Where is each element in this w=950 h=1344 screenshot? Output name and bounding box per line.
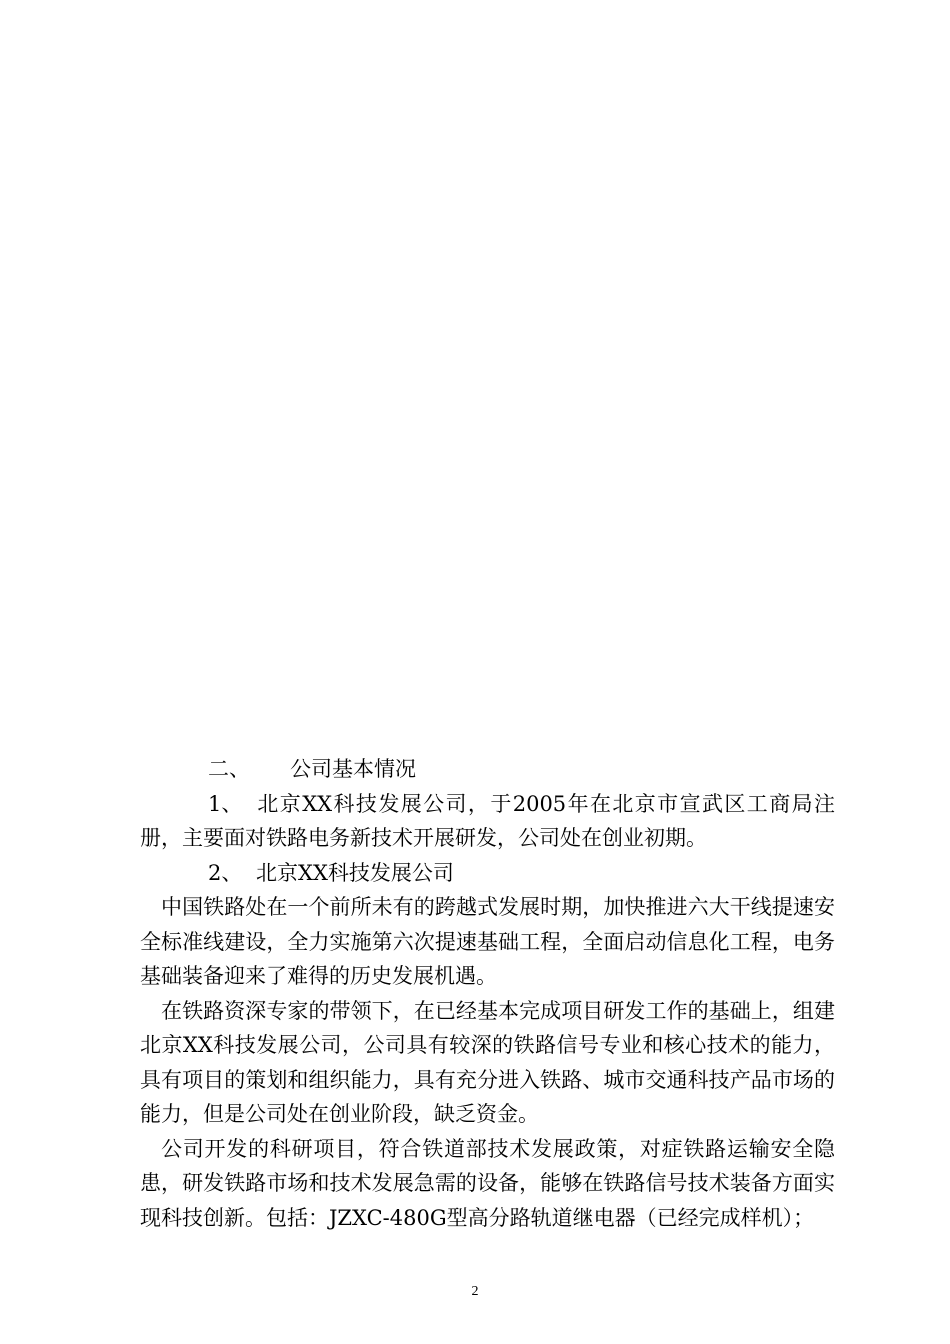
- paragraph-research-projects: 公司开发的科研项目，符合铁道部技术发展政策，对症铁路运输安全隐患，研发铁路市场和技术发展急需的设备，能够在铁路信号技术装备方面实现科技创新。包括：JZXC-480G型高分路轨道继电器（已经完成样机）；: [140, 1136, 835, 1230]
- page-body: [140, 752, 835, 1235]
- list-item-1-number: 1、: [208, 791, 243, 816]
- list-item-2: [140, 856, 835, 891]
- paragraph-company-founding: 在铁路资深专家的带领下，在已经基本完成项目研发工作的基础上，组建北京XX科技发展公司，公司具有较深的铁路信号专业和核心技术的能力，具有项目的策划和组织能力，具有充分进入铁路、城市交通科技产品市场的能力，但是公司处在创业阶段，缺乏资金。: [140, 998, 835, 1126]
- paragraph-railway-development: 中国铁路处在一个前所未有的跨越式发展时期，加快推进六大干线提速安全标准线建设，全力实施第六次提速基础工程，全面启动信息化工程，电务基础装备迎来了难得的历史发展机遇。: [140, 895, 835, 988]
- list-item-1-text: 北京XX科技发展公司，于2005年在北京市宣武区工商局注册，主要面对铁路电务新技术开展研发，公司处在创业初期。: [140, 791, 835, 850]
- section-heading: [140, 752, 835, 787]
- section-heading-title: 公司基本情况: [290, 757, 416, 781]
- list-item-1: [140, 787, 835, 856]
- page-number: 2: [471, 1284, 479, 1299]
- section-heading-number: 二、: [208, 757, 250, 781]
- list-item-2-number: 2、: [208, 860, 243, 885]
- list-item-2-text: 北京XX科技发展公司: [256, 860, 454, 885]
